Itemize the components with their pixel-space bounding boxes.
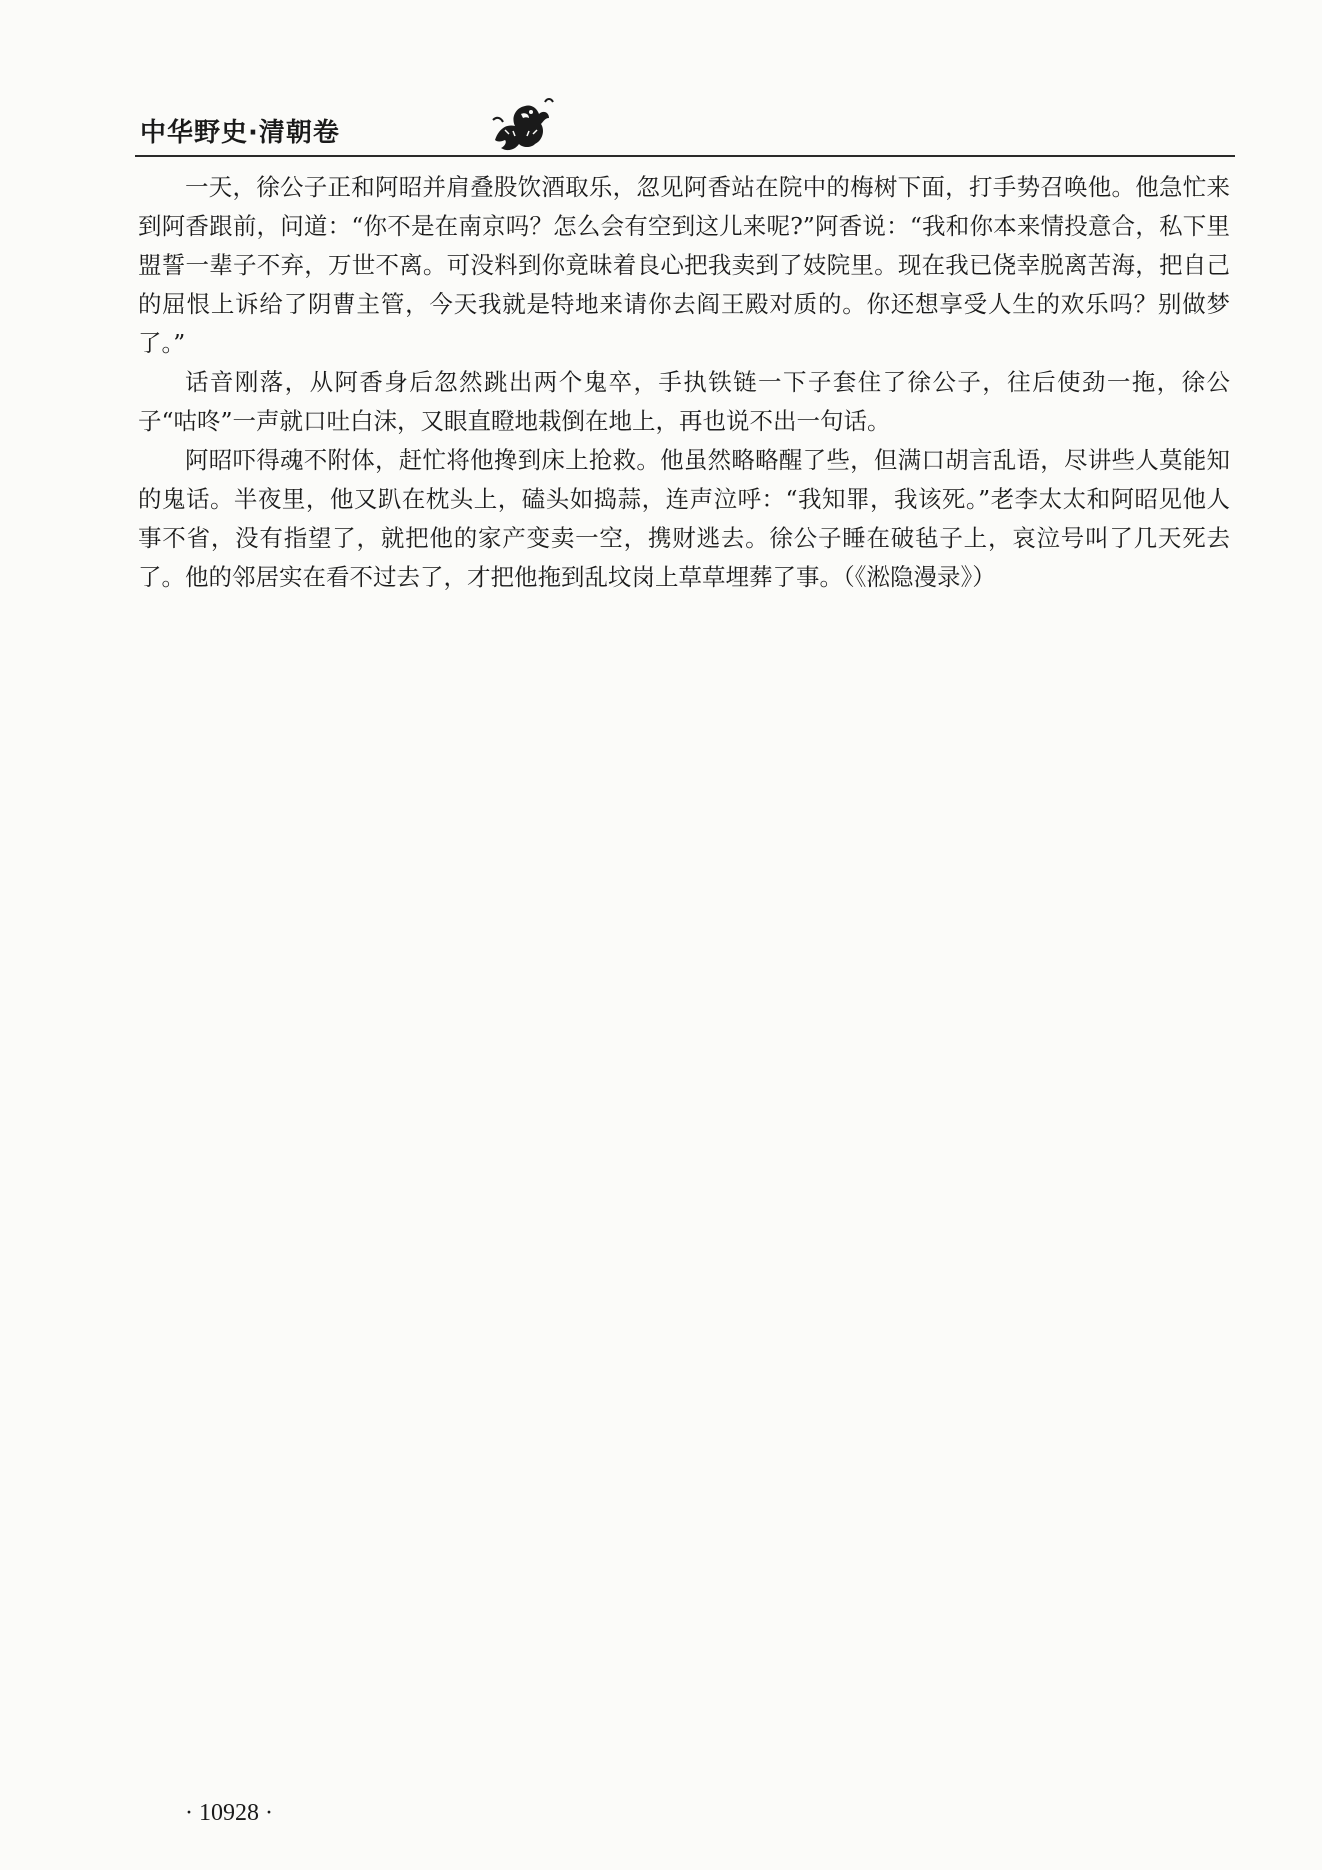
paragraph: 阿昭吓得魂不附体，赶忙将他搀到床上抢救。他虽然略略醒了些，但满口胡言乱语，尽讲些人莫能知的鬼话。半夜里，他又趴在枕头上，磕头如捣蒜，连声泣呼：“我知罪，我该死。”老李太太和阿昭见他人事不省，没有指望了，就把他的家产变卖一空，携财逃去。徐公子睡在破毡子上，哀泣号叫了几天死去了。他的邻居实在看不过去了，才把他拖到乱坟岗上草草埋葬了事。（《淞隐漫录》） bbox=[138, 446, 1230, 591]
paragraph: 一天，徐公子正和阿昭并肩叠股饮酒取乐，忽见阿香站在院中的梅树下面，打手势召唤他。他急忙来到阿香跟前，问道：“你不是在南京吗？怎么会有空到这儿来呢?”阿香说：“我和你本来情投意合，私下里盟誓一辈子不弃，万世不离。可没料到你竟昧着良心把我卖到了妓院里。现在我已侥幸脱离苦海，把自己的屈恨上诉给了阴曹主管，今天我就是特地来请你去阎王殿对质的。你还想享受人生的欢乐吗？别做梦了。” bbox=[138, 173, 1230, 357]
page-number: · 10928 · bbox=[185, 1800, 273, 1826]
body-text bbox=[138, 168, 1230, 597]
running-header-title: 中华野史·清朝卷 bbox=[140, 118, 340, 148]
dragon-emblem-icon bbox=[485, 90, 557, 162]
header-rule bbox=[135, 155, 1235, 157]
paragraph: 话音刚落，从阿香身后忽然跳出两个鬼卒，手执铁链一下子套住了徐公子，往后使劲一拖，徐公子“咕咚”一声就口吐白沫，又眼直瞪地栽倒在地上，再也说不出一句话。 bbox=[138, 368, 1230, 435]
